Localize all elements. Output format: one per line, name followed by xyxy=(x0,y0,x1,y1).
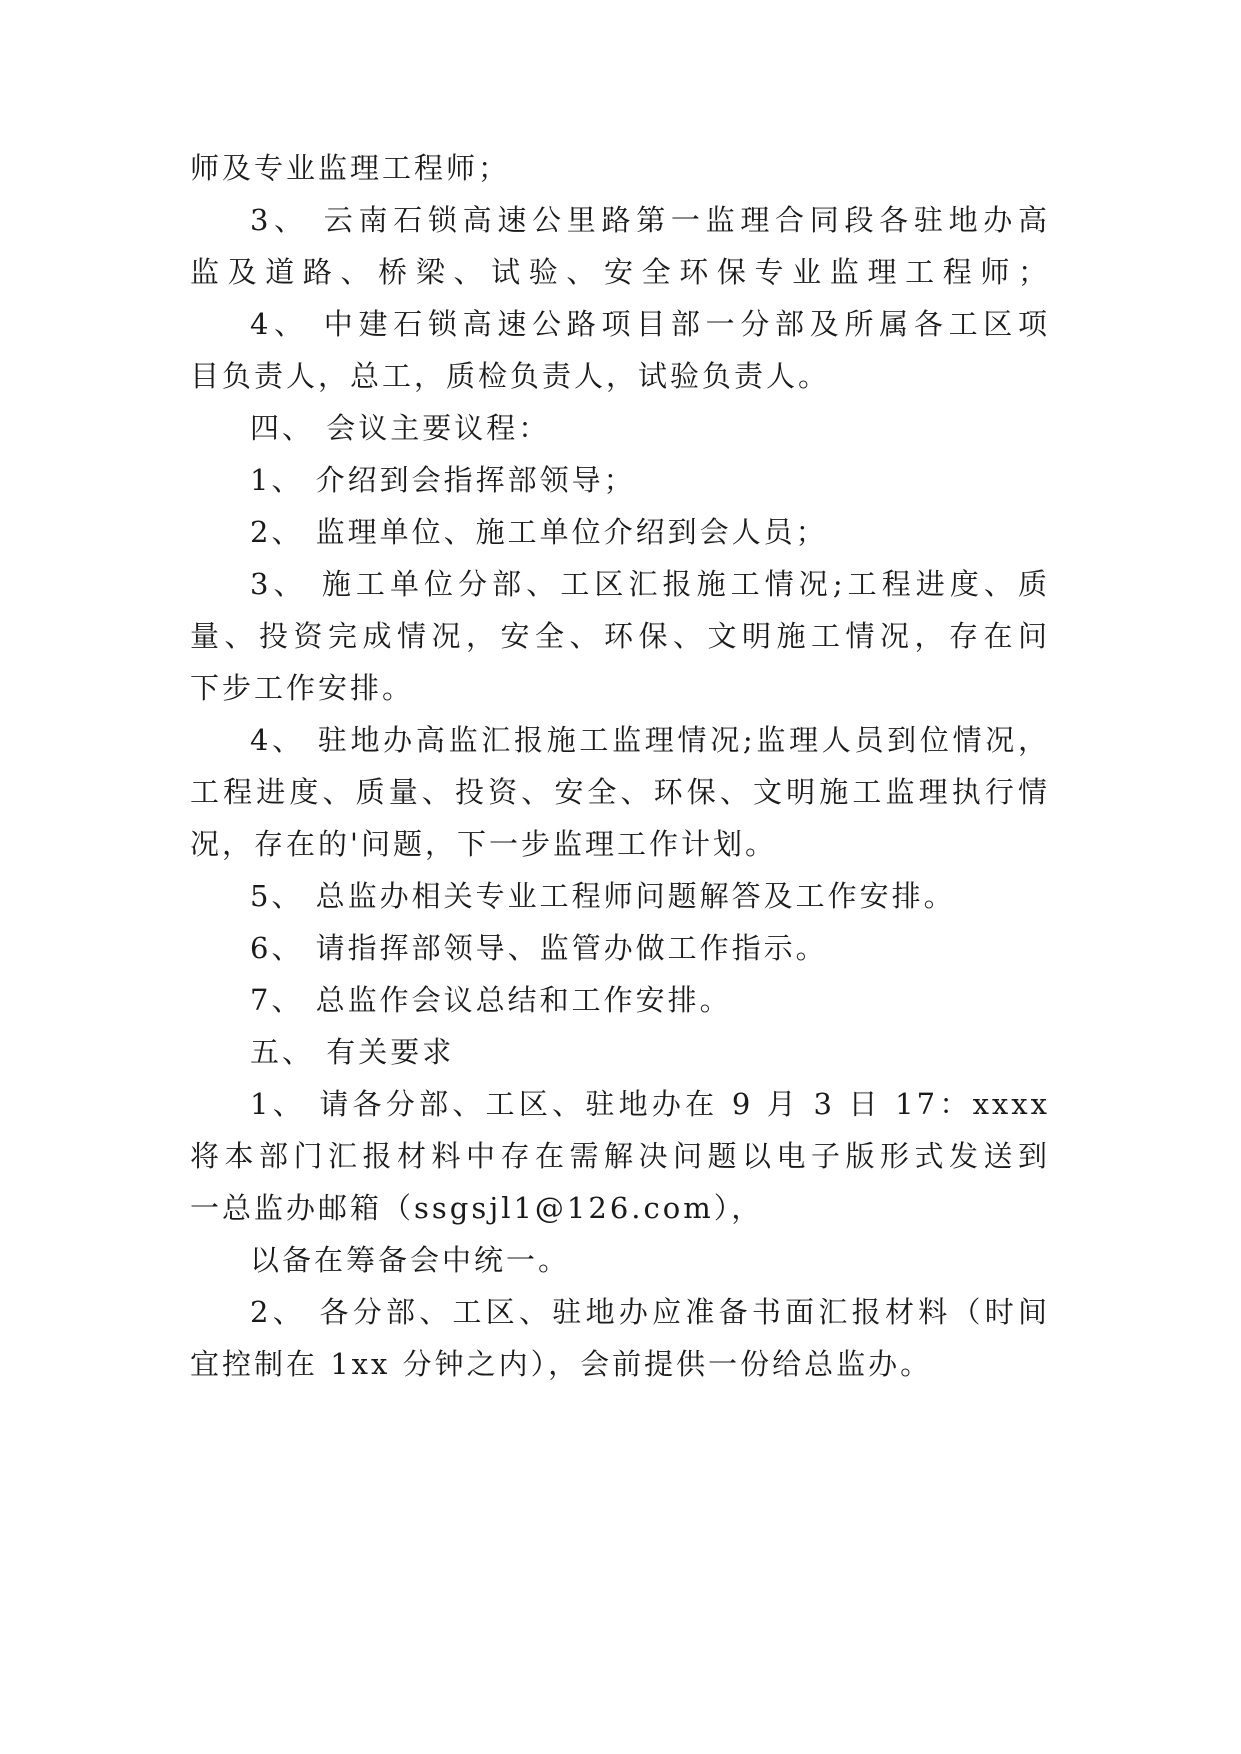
text-line: 4、 驻地办高监汇报施工监理情况;监理人员到位情况， xyxy=(250,723,1050,757)
text-line: 3、 云南石锁高速公里路第一监理合同段各驻地办高 xyxy=(250,203,1050,237)
text-line: 工程进度、质量、投资、安全、环保、文明施工监理执行情 xyxy=(190,775,1050,809)
text-line: 一总监办邮箱（ssgsjl1@126.com）， xyxy=(190,1191,764,1225)
section-heading: 五、 有关要求 xyxy=(250,1035,455,1069)
text-line: 4、 中建石锁高速公路项目部一分部及所属各工区项 xyxy=(250,307,1050,341)
text-line: 况，存在的'问题，下一步监理工作计划。 xyxy=(190,827,777,861)
text-line: 量、投资完成情况，安全、环保、文明施工情况，存在问 xyxy=(190,619,1050,653)
text-line: 宜控制在 1xx 分钟之内），会前提供一份给总监办。 xyxy=(190,1347,933,1381)
text-line: 5、 总监办相关专业工程师问题解答及工作安排。 xyxy=(250,879,956,913)
text-line: 1、 介绍到会指挥部领导； xyxy=(250,463,636,497)
text-line: 监及道路、桥梁、试验、安全环保专业监理工程师； xyxy=(190,255,1050,289)
text-line: 6、 请指挥部领导、监管办做工作指示。 xyxy=(250,931,828,965)
section-heading: 四、 会议主要议程： xyxy=(250,411,551,445)
text-line: 2、 各分部、工区、驻地办应准备书面汇报材料（时间 xyxy=(250,1295,1050,1329)
text-line: 2、 监理单位、施工单位介绍到会人员； xyxy=(250,515,828,549)
text-line: 师及专业监理工程师； xyxy=(190,151,511,185)
text-line: 下步工作安排。 xyxy=(190,671,415,705)
text-line: 目负责人，总工，质检负责人，试验负责人。 xyxy=(190,359,831,393)
text-line: 1、 请各分部、工区、驻地办在 9 月 3 日 17：xxxx xyxy=(250,1087,1050,1121)
text-line: 以备在筹备会中统一。 xyxy=(250,1243,571,1277)
text-line: 将本部门汇报材料中存在需解决问题以电子版形式发送到 xyxy=(190,1139,1050,1173)
text-line: 3、 施工单位分部、工区汇报施工情况;工程进度、质 xyxy=(250,567,1050,601)
text-line: 7、 总监作会议总结和工作安排。 xyxy=(250,983,732,1017)
